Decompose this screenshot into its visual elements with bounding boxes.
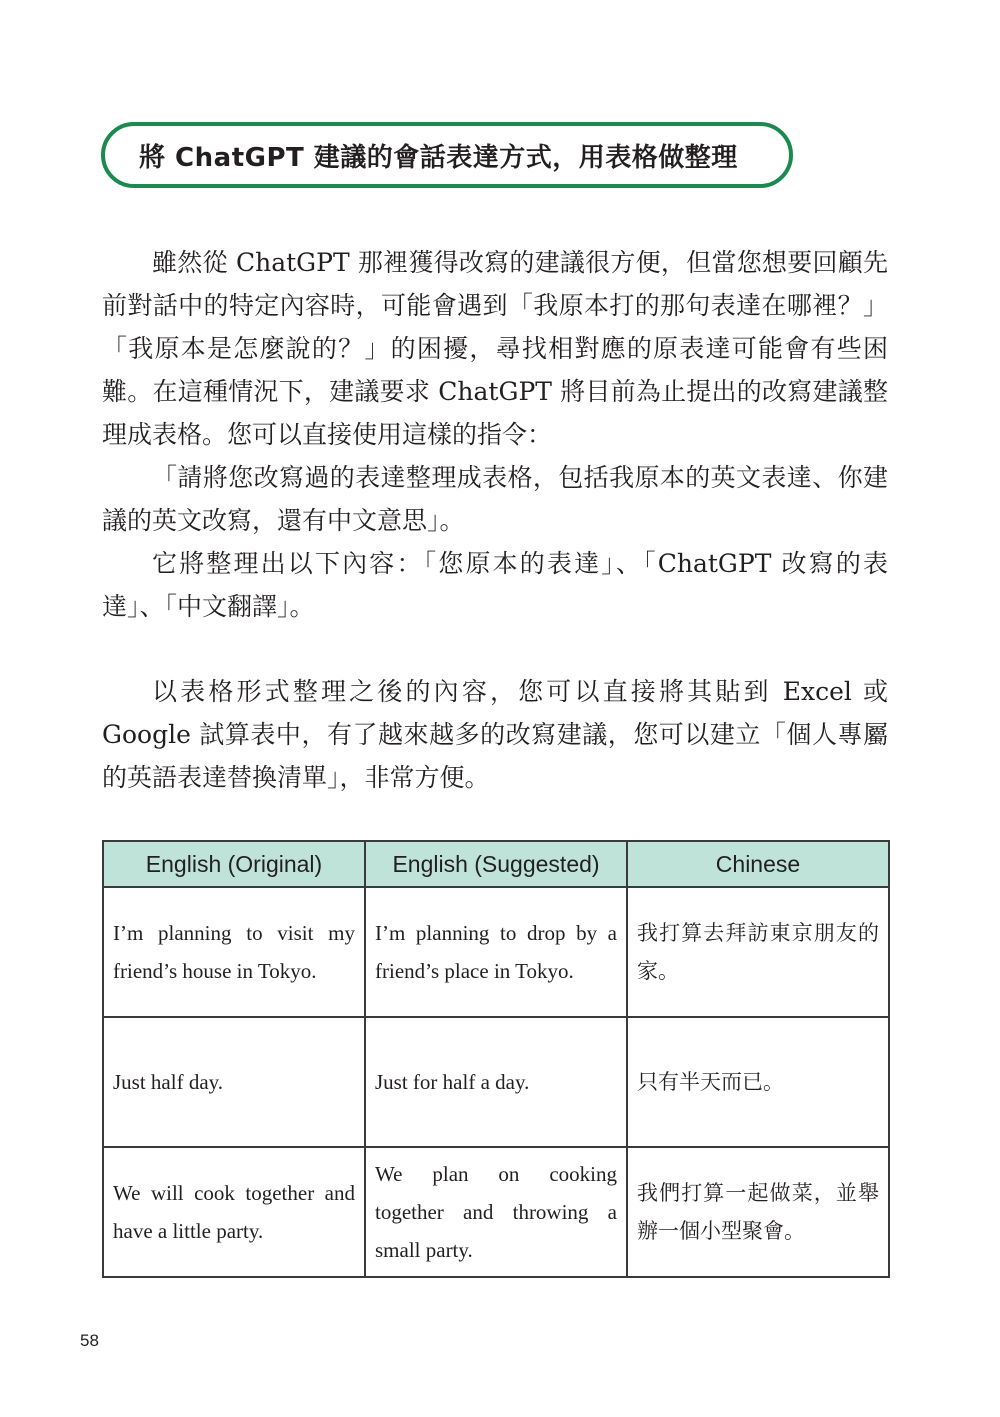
expression-table — [102, 840, 890, 1278]
cell-original: We will cook together and have a little party. — [103, 1147, 365, 1277]
cell-suggested: Just for half a day. — [365, 1017, 627, 1147]
paragraph-prompt: 「請將您改寫過的表達整理成表格，包括我原本的英文表達、你建議的英文改寫，還有中文意思」。 — [102, 463, 888, 535]
cell-chinese: 我們打算一起做菜，並舉辦一個小型聚會。 — [627, 1147, 889, 1277]
cell-chinese: 只有半天而已。 — [627, 1017, 889, 1147]
table-row — [103, 1017, 889, 1147]
paragraph-excel: 以表格形式整理之後的內容，您可以直接將其貼到 Excel 或 Google 試算表中，有了越來越多的改寫建議，您可以建立「個人專屬的英語表達替換清單」，非常方便。 — [102, 677, 888, 792]
page-number: 58 — [80, 1331, 99, 1350]
table-header-row — [103, 841, 889, 887]
header-english-suggested: English (Suggested) — [365, 841, 627, 887]
header-chinese: Chinese — [627, 841, 889, 887]
table-row — [103, 887, 889, 1017]
table-row — [103, 1147, 889, 1277]
header-english-original: English (Original) — [103, 841, 365, 887]
paragraph-output: 它將整理出以下內容：「您原本的表達」、「ChatGPT 改寫的表達」、「中文翻譯」。 — [102, 549, 888, 621]
cell-original: Just half day. — [103, 1017, 365, 1147]
cell-suggested: We plan on cooking together and throwing a small party. — [365, 1147, 627, 1277]
cell-suggested: I’m planning to drop by a friend’s place in Tokyo. — [365, 887, 627, 1017]
cell-chinese: 我打算去拜訪東京朋友的家。 — [627, 887, 889, 1017]
intro-text — [102, 241, 888, 628]
section-title-box — [101, 122, 793, 188]
paragraph-intro: 雖然從 ChatGPT 那裡獲得改寫的建議很方便，但當您想要回顧先前對話中的特定內容時，可能會遇到「我原本打的那句表達在哪裡？」「我原本是怎麼說的？」的困擾，尋找相對應的原表達可能會有些困難。在這種情況下，建議要求 ChatGPT 將目前為止提出的改寫建議整理成表格。您可以直接使用這樣的指令： — [102, 248, 888, 449]
outro-text — [102, 670, 888, 799]
section-title: 將 ChatGPT 建議的會話表達方式，用表格做整理 — [139, 142, 738, 173]
cell-original: I’m planning to visit my friend’s house in Tokyo. — [103, 887, 365, 1017]
